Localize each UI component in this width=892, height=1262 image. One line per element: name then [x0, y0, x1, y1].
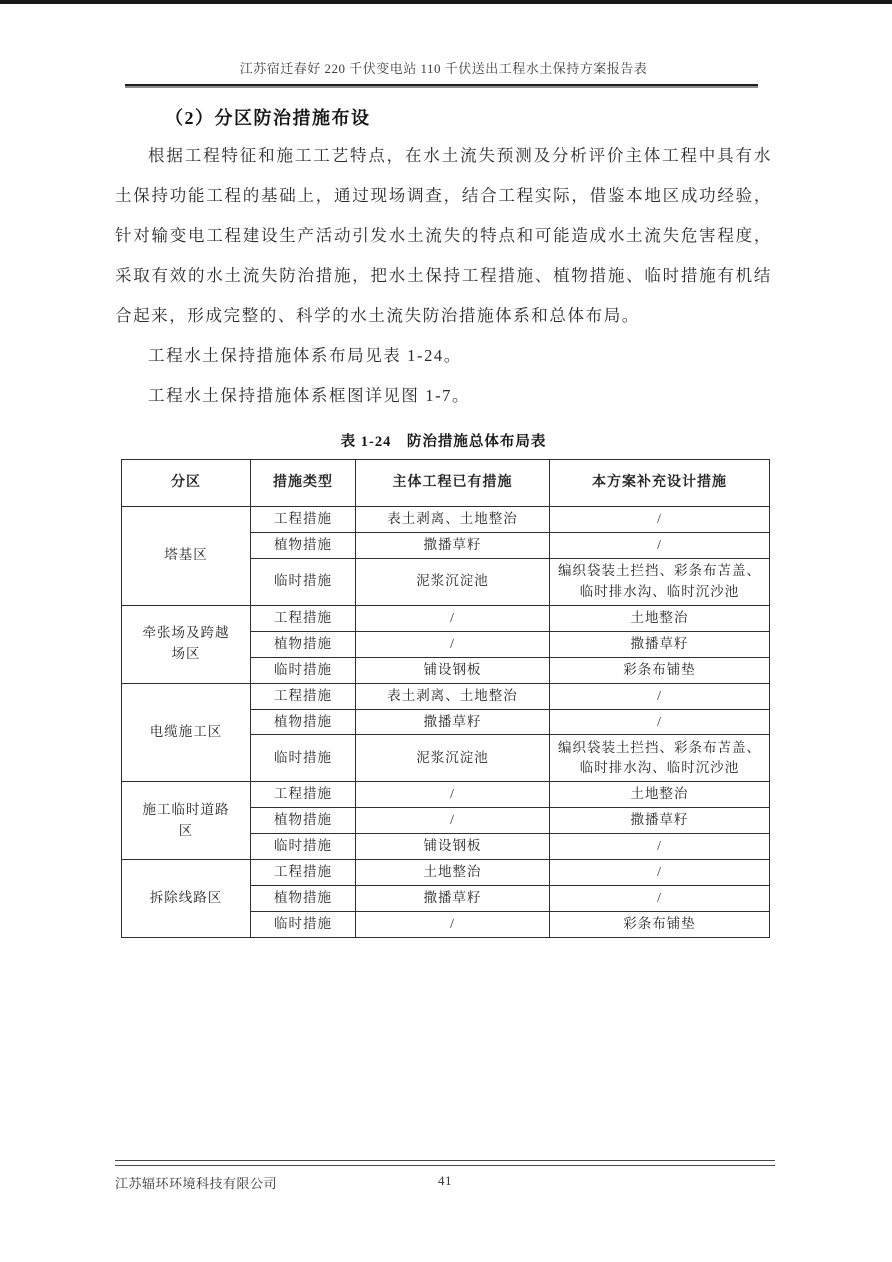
measure-type-cell: 临时措施 [251, 735, 356, 782]
page-footer [115, 1160, 775, 1192]
supplement-measure-cell: / [550, 860, 770, 886]
zone-cell: 电缆施工区 [122, 683, 251, 782]
table-header-row [122, 460, 770, 507]
measure-type-cell: 植物措施 [251, 808, 356, 834]
supplement-measure-cell: 土地整治 [550, 605, 770, 631]
section-heading: （2）分区防治措施布设 [165, 108, 371, 128]
measure-type-cell: 植物措施 [251, 709, 356, 735]
col-header-existing: 主体工程已有措施 [356, 460, 550, 507]
supplement-measure-cell: / [550, 886, 770, 912]
existing-measure-cell: 土地整治 [356, 860, 550, 886]
measure-type-cell: 植物措施 [251, 631, 356, 657]
supplement-measure-cell: 彩条布铺垫 [550, 657, 770, 683]
zone-cell: 拆除线路区 [122, 860, 251, 938]
existing-measure-cell: 撒播草籽 [356, 886, 550, 912]
table-row [122, 683, 770, 709]
table-row [122, 782, 770, 808]
table-row [122, 507, 770, 533]
page-number: 41 [438, 1173, 452, 1188]
col-header-measure-type: 措施类型 [251, 460, 356, 507]
zone-cell: 施工临时道路区 [122, 782, 251, 860]
existing-measure-cell: 表土剥离、土地整治 [356, 683, 550, 709]
measure-type-cell: 工程措施 [251, 782, 356, 808]
col-header-supplement: 本方案补充设计措施 [550, 460, 770, 507]
body-paragraph-1: 根据工程特征和施工工艺特点，在水土流失预测及分析评价主体工程中具有水土保持功能工程的基础上，通过现场调查，结合工程实际，借鉴本地区成功经验，针对输变电工程建设生产活动引发水土流失的特点和可能造成水土流失危害程度，采取有效的水土流失防治措施，把水土保持工程措施、植物措施、临时措施有机结合起来，形成完整的、科学的水土流失防治措施体系和总体布局。 [115, 146, 772, 325]
measure-type-cell: 工程措施 [251, 507, 356, 533]
col-header-zone: 分区 [122, 460, 251, 507]
measure-type-cell: 工程措施 [251, 605, 356, 631]
footer-rule [115, 1160, 775, 1166]
header-rule [125, 84, 758, 88]
existing-measure-cell: 铺设钢板 [356, 657, 550, 683]
supplement-measure-cell: 编织袋装土拦挡、彩条布苫盖、临时排水沟、临时沉沙池 [550, 558, 770, 605]
supplement-measure-cell: / [550, 507, 770, 533]
supplement-measure-cell: 撒播草籽 [550, 808, 770, 834]
measure-type-cell: 工程措施 [251, 860, 356, 886]
zone-cell: 牵张场及跨越场区 [122, 605, 251, 683]
measures-layout-table [121, 459, 770, 938]
existing-measure-cell: 泥浆沉淀池 [356, 558, 550, 605]
existing-measure-cell: 撒播草籽 [356, 532, 550, 558]
body-paragraph-3: 工程水土保持措施体系框图详见图 1-7。 [148, 386, 471, 405]
supplement-measure-cell: 土地整治 [550, 782, 770, 808]
measure-type-cell: 临时措施 [251, 657, 356, 683]
supplement-measure-cell: / [550, 709, 770, 735]
supplement-measure-cell: / [550, 532, 770, 558]
table-row [122, 605, 770, 631]
supplement-measure-cell: / [550, 683, 770, 709]
running-header-title: 江苏宿迁春好 220 千伏变电站 110 千伏送出工程水土保持方案报告表 [239, 61, 648, 76]
existing-measure-cell: / [356, 631, 550, 657]
existing-measure-cell: 表土剥离、土地整治 [356, 507, 550, 533]
existing-measure-cell: / [356, 808, 550, 834]
supplement-measure-cell: / [550, 834, 770, 860]
existing-measure-cell: 铺设钢板 [356, 834, 550, 860]
supplement-measure-cell: 撒播草籽 [550, 631, 770, 657]
measure-type-cell: 临时措施 [251, 912, 356, 938]
existing-measure-cell: / [356, 605, 550, 631]
existing-measure-cell: 泥浆沉淀池 [356, 735, 550, 782]
body-paragraph-2: 工程水土保持措施体系布局见表 1-24。 [148, 346, 462, 365]
measure-type-cell: 临时措施 [251, 834, 356, 860]
existing-measure-cell: / [356, 782, 550, 808]
supplement-measure-cell: 编织袋装土拦挡、彩条布苫盖、临时排水沟、临时沉沙池 [550, 735, 770, 782]
measure-type-cell: 植物措施 [251, 886, 356, 912]
existing-measure-cell: / [356, 912, 550, 938]
table-title: 表 1-24 防治措施总体布局表 [340, 434, 547, 450]
measure-type-cell: 植物措施 [251, 532, 356, 558]
document-page [115, 0, 772, 938]
table-row [122, 860, 770, 886]
measure-type-cell: 临时措施 [251, 558, 356, 605]
supplement-measure-cell: 彩条布铺垫 [550, 912, 770, 938]
zone-cell: 塔基区 [122, 507, 251, 606]
measure-type-cell: 工程措施 [251, 683, 356, 709]
existing-measure-cell: 撒播草籽 [356, 709, 550, 735]
footer-company: 江苏辐环环境科技有限公司 [115, 1176, 278, 1191]
